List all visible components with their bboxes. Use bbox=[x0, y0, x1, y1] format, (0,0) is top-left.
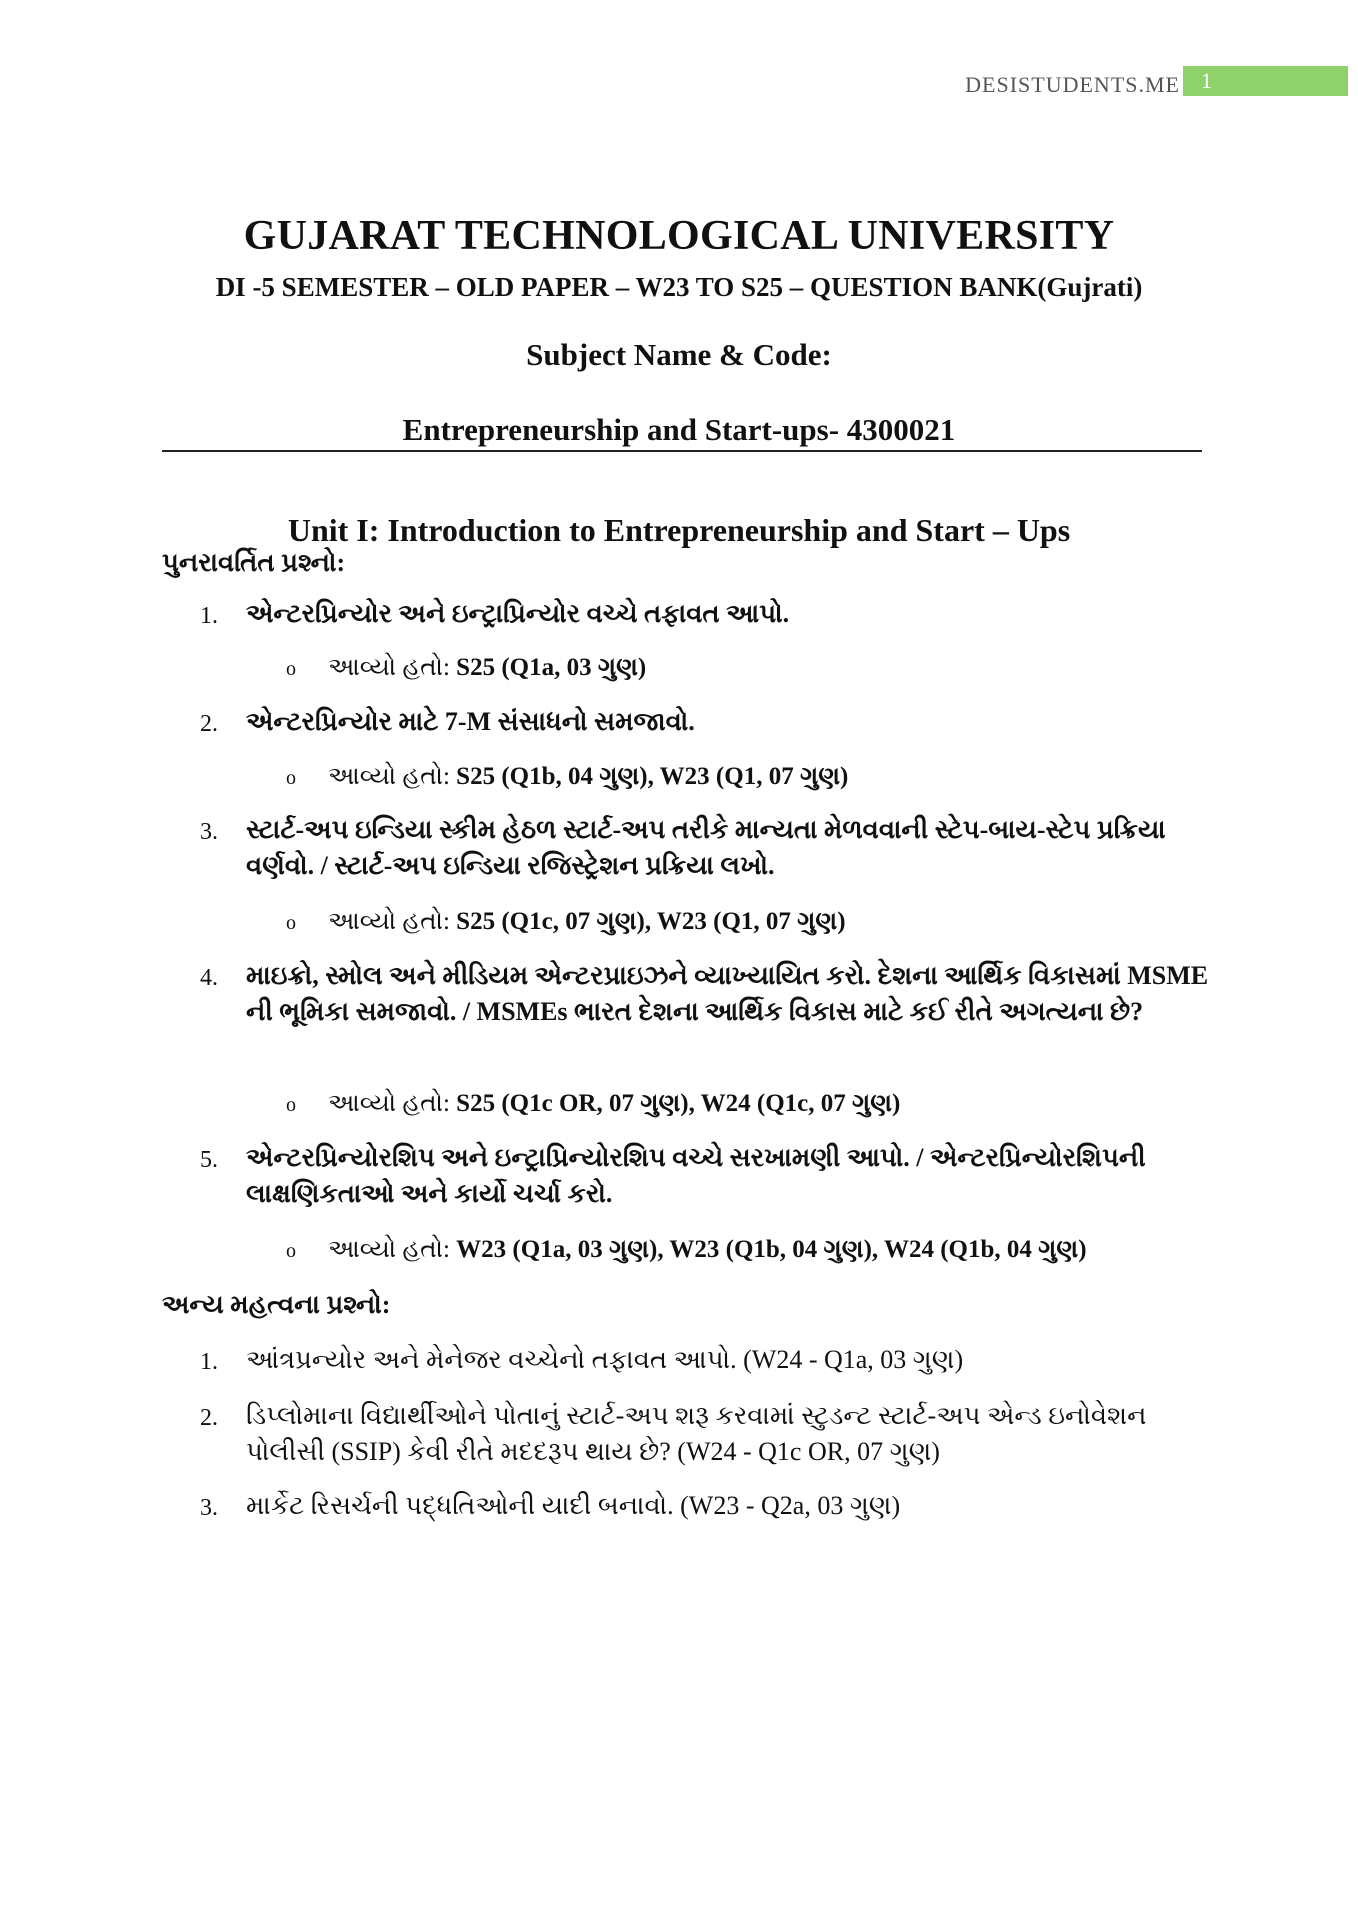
paper-subtitle: DI -5 SEMESTER – OLD PAPER – W23 TO S25 – QUESTION BANK(Gujrati) bbox=[215, 272, 1143, 302]
question-number: 5. bbox=[200, 1147, 218, 1173]
university-title: GUJARAT TECHNOLOGICAL UNIVERSITY bbox=[243, 213, 1115, 259]
other-question bbox=[200, 1398, 1210, 1470]
bullet-icon: o bbox=[286, 912, 296, 934]
repeated-question bbox=[200, 596, 1210, 632]
question-source bbox=[286, 654, 646, 682]
question-source bbox=[286, 1090, 900, 1118]
question-source bbox=[286, 1236, 1087, 1264]
other-question bbox=[200, 1342, 1210, 1378]
question-text: માર્કેટ રિસર્ચની પદ્ધતિઓની યાદી બનાવો. (W23 - Q2a, 03 ગુણ) bbox=[246, 1491, 901, 1520]
subject-label: Subject Name & Code: bbox=[526, 337, 832, 372]
question-number: 1. bbox=[200, 1349, 218, 1375]
page-number: 1 bbox=[1183, 66, 1348, 96]
bullet-icon: o bbox=[286, 1240, 296, 1262]
other-questions-heading: અન્ય મહત્વના પ્રશ્નો: bbox=[162, 1290, 391, 1319]
question-text: આંત્રપ્રન્યોર અને મેનેજર વચ્ચેનો તફાવત આપો. (W24 - Q1a, 03 ગુણ) bbox=[246, 1345, 964, 1374]
source-label: આવ્યો હતો: bbox=[328, 1090, 457, 1117]
question-number: 2. bbox=[200, 1405, 218, 1431]
source-value: S25 (Q1c OR, 07 ગુણ), W24 (Q1c, 07 ગુણ) bbox=[456, 1090, 901, 1117]
source-value: S25 (Q1c, 07 ગુણ), W23 (Q1, 07 ગુણ) bbox=[456, 908, 846, 935]
repeated-questions-heading: પુનરાવર્તિત પ્રશ્નો: bbox=[162, 548, 346, 577]
question-text: એન્ટરપ્રિન્યોર અને ઇન્ટ્રાપ્રિન્યોર વચ્ચે તફાવત આપો. bbox=[246, 599, 790, 628]
divider bbox=[162, 450, 1202, 452]
source-label: આવ્યો હતો: bbox=[328, 1236, 457, 1263]
question-number: 2. bbox=[200, 711, 218, 737]
question-source bbox=[286, 908, 846, 936]
source-value: S25 (Q1b, 04 ગુણ), W23 (Q1, 07 ગુણ) bbox=[456, 763, 849, 790]
question-number: 4. bbox=[200, 965, 218, 991]
question-text: માઇક્રો, સ્મોલ અને મીડિયમ એન્ટરપ્રાઇઝને વ્યાખ્યાયિત કરો. દેશના આર્થિક વિકાસમાં MSME ની ભૂમિકા સમજાવો. / MSMEs ભારત દેશના આર્થિક વિકાસ માટે કઈ રીતે અગત્યના છે? bbox=[246, 961, 1209, 1026]
bullet-icon: o bbox=[286, 1094, 296, 1116]
question-text: એન્ટરપ્રિન્યોરશિપ અને ઇન્ટ્રાપ્રિન્યોરશિપ વચ્ચે સરખામણી આપો. / એન્ટરપ્રિન્યોરશિપની લાક્ષણિકતાઓ અને કાર્યો ચર્ચા કરો. bbox=[246, 1143, 1146, 1208]
repeated-question bbox=[200, 958, 1210, 1030]
question-text: એન્ટરપ્રિન્યોર માટે 7-M સંસાધનો સમજાવો. bbox=[246, 707, 695, 736]
bullet-icon: o bbox=[286, 767, 296, 789]
site-name: DESISTUDENTS.ME bbox=[965, 72, 1180, 97]
question-number: 3. bbox=[200, 819, 218, 845]
bullet-icon: o bbox=[286, 658, 296, 680]
source-value: W23 (Q1a, 03 ગુણ), W23 (Q1b, 04 ગુણ), W24 (Q1b, 04 ગુણ) bbox=[456, 1236, 1087, 1263]
question-text: સ્ટાર્ટ-અપ ઇન્ડિયા સ્કીમ હેઠળ સ્ટાર્ટ-અપ તરીકે માન્યતા મેળવવાની સ્ટેપ-બાય-સ્ટેપ પ્રક્રિયા વર્ણવો. / સ્ટાર્ટ-અપ ઇન્ડિયા રજિસ્ટ્રેશન પ્રક્રિયા લખો. bbox=[246, 815, 1166, 880]
repeated-question bbox=[200, 1140, 1210, 1212]
source-value: S25 (Q1a, 03 ગુણ) bbox=[456, 654, 647, 681]
source-label: આવ્યો હતો: bbox=[328, 654, 457, 681]
question-number: 3. bbox=[200, 1495, 218, 1521]
repeated-question bbox=[200, 704, 1210, 740]
source-label: આવ્યો હતો: bbox=[328, 908, 457, 935]
repeated-question bbox=[200, 812, 1210, 884]
question-number: 1. bbox=[200, 603, 218, 629]
unit-title: Unit I: Introduction to Entrepreneurship and Start – Ups bbox=[287, 512, 1071, 548]
question-source bbox=[286, 763, 848, 791]
question-text: ડિપ્લોમાના વિદ્યાર્થીઓને પોતાનું સ્ટાર્ટ-અપ શરૂ કરવામાં સ્ટુડન્ટ સ્ટાર્ટ-અપ એન્ડ ઇનોવેશન પોલીસી (SSIP) કેવી રીતે મદદરૂપ થાય છે? (W24 - Q1c OR, 07 ગુણ) bbox=[246, 1401, 1147, 1466]
other-question bbox=[200, 1488, 1210, 1524]
subject-name: Entrepreneurship and Start-ups- 4300021 bbox=[402, 412, 956, 447]
source-label: આવ્યો હતો: bbox=[328, 763, 457, 790]
